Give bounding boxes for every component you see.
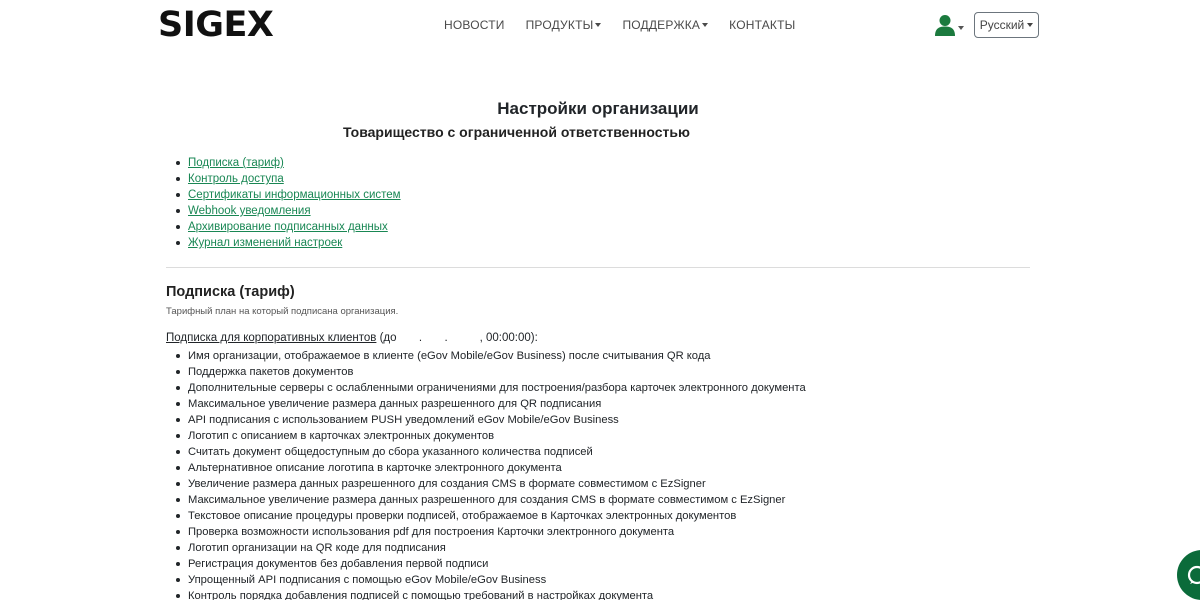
user-icon bbox=[934, 14, 956, 36]
list-item: Логотип с описанием в карточках электронных документов bbox=[188, 428, 806, 444]
list-item: Имя организации, отображаемое в клиенте (eGov Mobile/eGov Business) после считывания QR кода bbox=[188, 348, 806, 364]
caret-down-icon bbox=[958, 26, 964, 30]
nav-item-support[interactable] bbox=[622, 17, 708, 33]
list-item: API подписания с использованием PUSH уведомлений eGov Mobile/eGov Business bbox=[188, 412, 806, 428]
toc-item bbox=[188, 235, 401, 251]
list-item: Максимальное увеличение размера данных разрешенного для QR подписания bbox=[188, 396, 806, 412]
settings-toc bbox=[188, 155, 401, 251]
subscription-section-title: Подписка (тариф) bbox=[166, 284, 295, 300]
page-title: Настройки организации bbox=[497, 99, 699, 118]
plan-line bbox=[166, 330, 538, 346]
plan-name-link[interactable]: Подписка для корпоративных клиентов bbox=[166, 332, 377, 344]
logo-text: SIGEX bbox=[158, 5, 274, 45]
organization-name: Товарищество с ограниченной ответственностью bbox=[343, 124, 690, 140]
list-item: Альтернативное описание логотипа в карточке электронного документа bbox=[188, 460, 806, 476]
nav-item-products[interactable] bbox=[526, 17, 602, 33]
subscription-description: Тарифный план на который подписана организация. bbox=[166, 306, 399, 317]
toc-item bbox=[188, 171, 401, 187]
nav-item-label: ПОДДЕРЖКА bbox=[622, 18, 701, 32]
list-item: Контроль порядка добавления подписей с помощью требований в настройках документа bbox=[188, 588, 806, 600]
nav-item-label: ПРОДУКТЫ bbox=[525, 18, 594, 32]
list-item: Считать документ общедоступным до сбора указанного количества подписей bbox=[188, 444, 806, 460]
toc-item bbox=[188, 219, 401, 235]
user-menu-button[interactable] bbox=[934, 13, 966, 37]
toc-item bbox=[188, 203, 401, 219]
toc-item bbox=[188, 187, 401, 203]
nav-item-label: НОВОСТИ bbox=[444, 18, 505, 32]
list-item: Упрощенный API подписания с помощью eGov Mobile/eGov Business bbox=[188, 572, 806, 588]
language-label: Русский bbox=[979, 18, 1025, 32]
nav-item-label: КОНТАКТЫ bbox=[729, 18, 796, 32]
nav-item-contacts[interactable] bbox=[729, 17, 795, 33]
chat-icon bbox=[1187, 565, 1200, 585]
toc-link-archiving[interactable]: Архивирование подписанных данных bbox=[188, 221, 388, 233]
toc-link-certificates[interactable]: Сертификаты информационных систем bbox=[188, 189, 401, 201]
section-divider bbox=[166, 267, 1030, 268]
caret-down-icon bbox=[702, 23, 708, 27]
nav-item-news[interactable] bbox=[444, 17, 505, 33]
list-item: Текстовое описание процедуры проверки подписей, отображаемое в Карточках электронных документов bbox=[188, 508, 806, 524]
list-item: Регистрация документов без добавления первой подписи bbox=[188, 556, 806, 572]
language-dropdown[interactable] bbox=[974, 12, 1039, 38]
toc-link-subscription[interactable]: Подписка (тариф) bbox=[188, 157, 284, 169]
list-item: Дополнительные серверы с ослабленными ограничениями для построения/разбора карточек электронного документа bbox=[188, 382, 806, 394]
plan-features-list bbox=[188, 348, 806, 600]
list-item: Проверка возможности использования pdf для построения Карточки электронного документа bbox=[188, 524, 806, 540]
caret-down-icon bbox=[595, 23, 601, 27]
list-item: Увеличение размера данных разрешенного для создания CMS в формате совместимом с EzSigner bbox=[188, 476, 806, 492]
main-nav bbox=[444, 17, 816, 33]
toc-link-change-log[interactable]: Журнал изменений настроек bbox=[188, 237, 343, 249]
toc-link-webhooks[interactable]: Webhook уведомления bbox=[188, 205, 311, 217]
toc-item bbox=[188, 155, 401, 171]
list-item: Максимальное увеличение размера данных разрешенного для создания CMS в формате совместимом с EzSigner bbox=[188, 492, 806, 508]
caret-down-icon bbox=[1027, 23, 1033, 27]
plan-period: (до . . , 00:00:00): bbox=[376, 332, 538, 344]
chat-widget-button[interactable] bbox=[1177, 550, 1200, 600]
toc-link-access-control[interactable]: Контроль доступа bbox=[188, 173, 284, 185]
list-item: Поддержка пакетов документов bbox=[188, 364, 806, 380]
logo[interactable] bbox=[158, 7, 273, 43]
list-item: Логотип организации на QR коде для подписания bbox=[188, 540, 806, 556]
